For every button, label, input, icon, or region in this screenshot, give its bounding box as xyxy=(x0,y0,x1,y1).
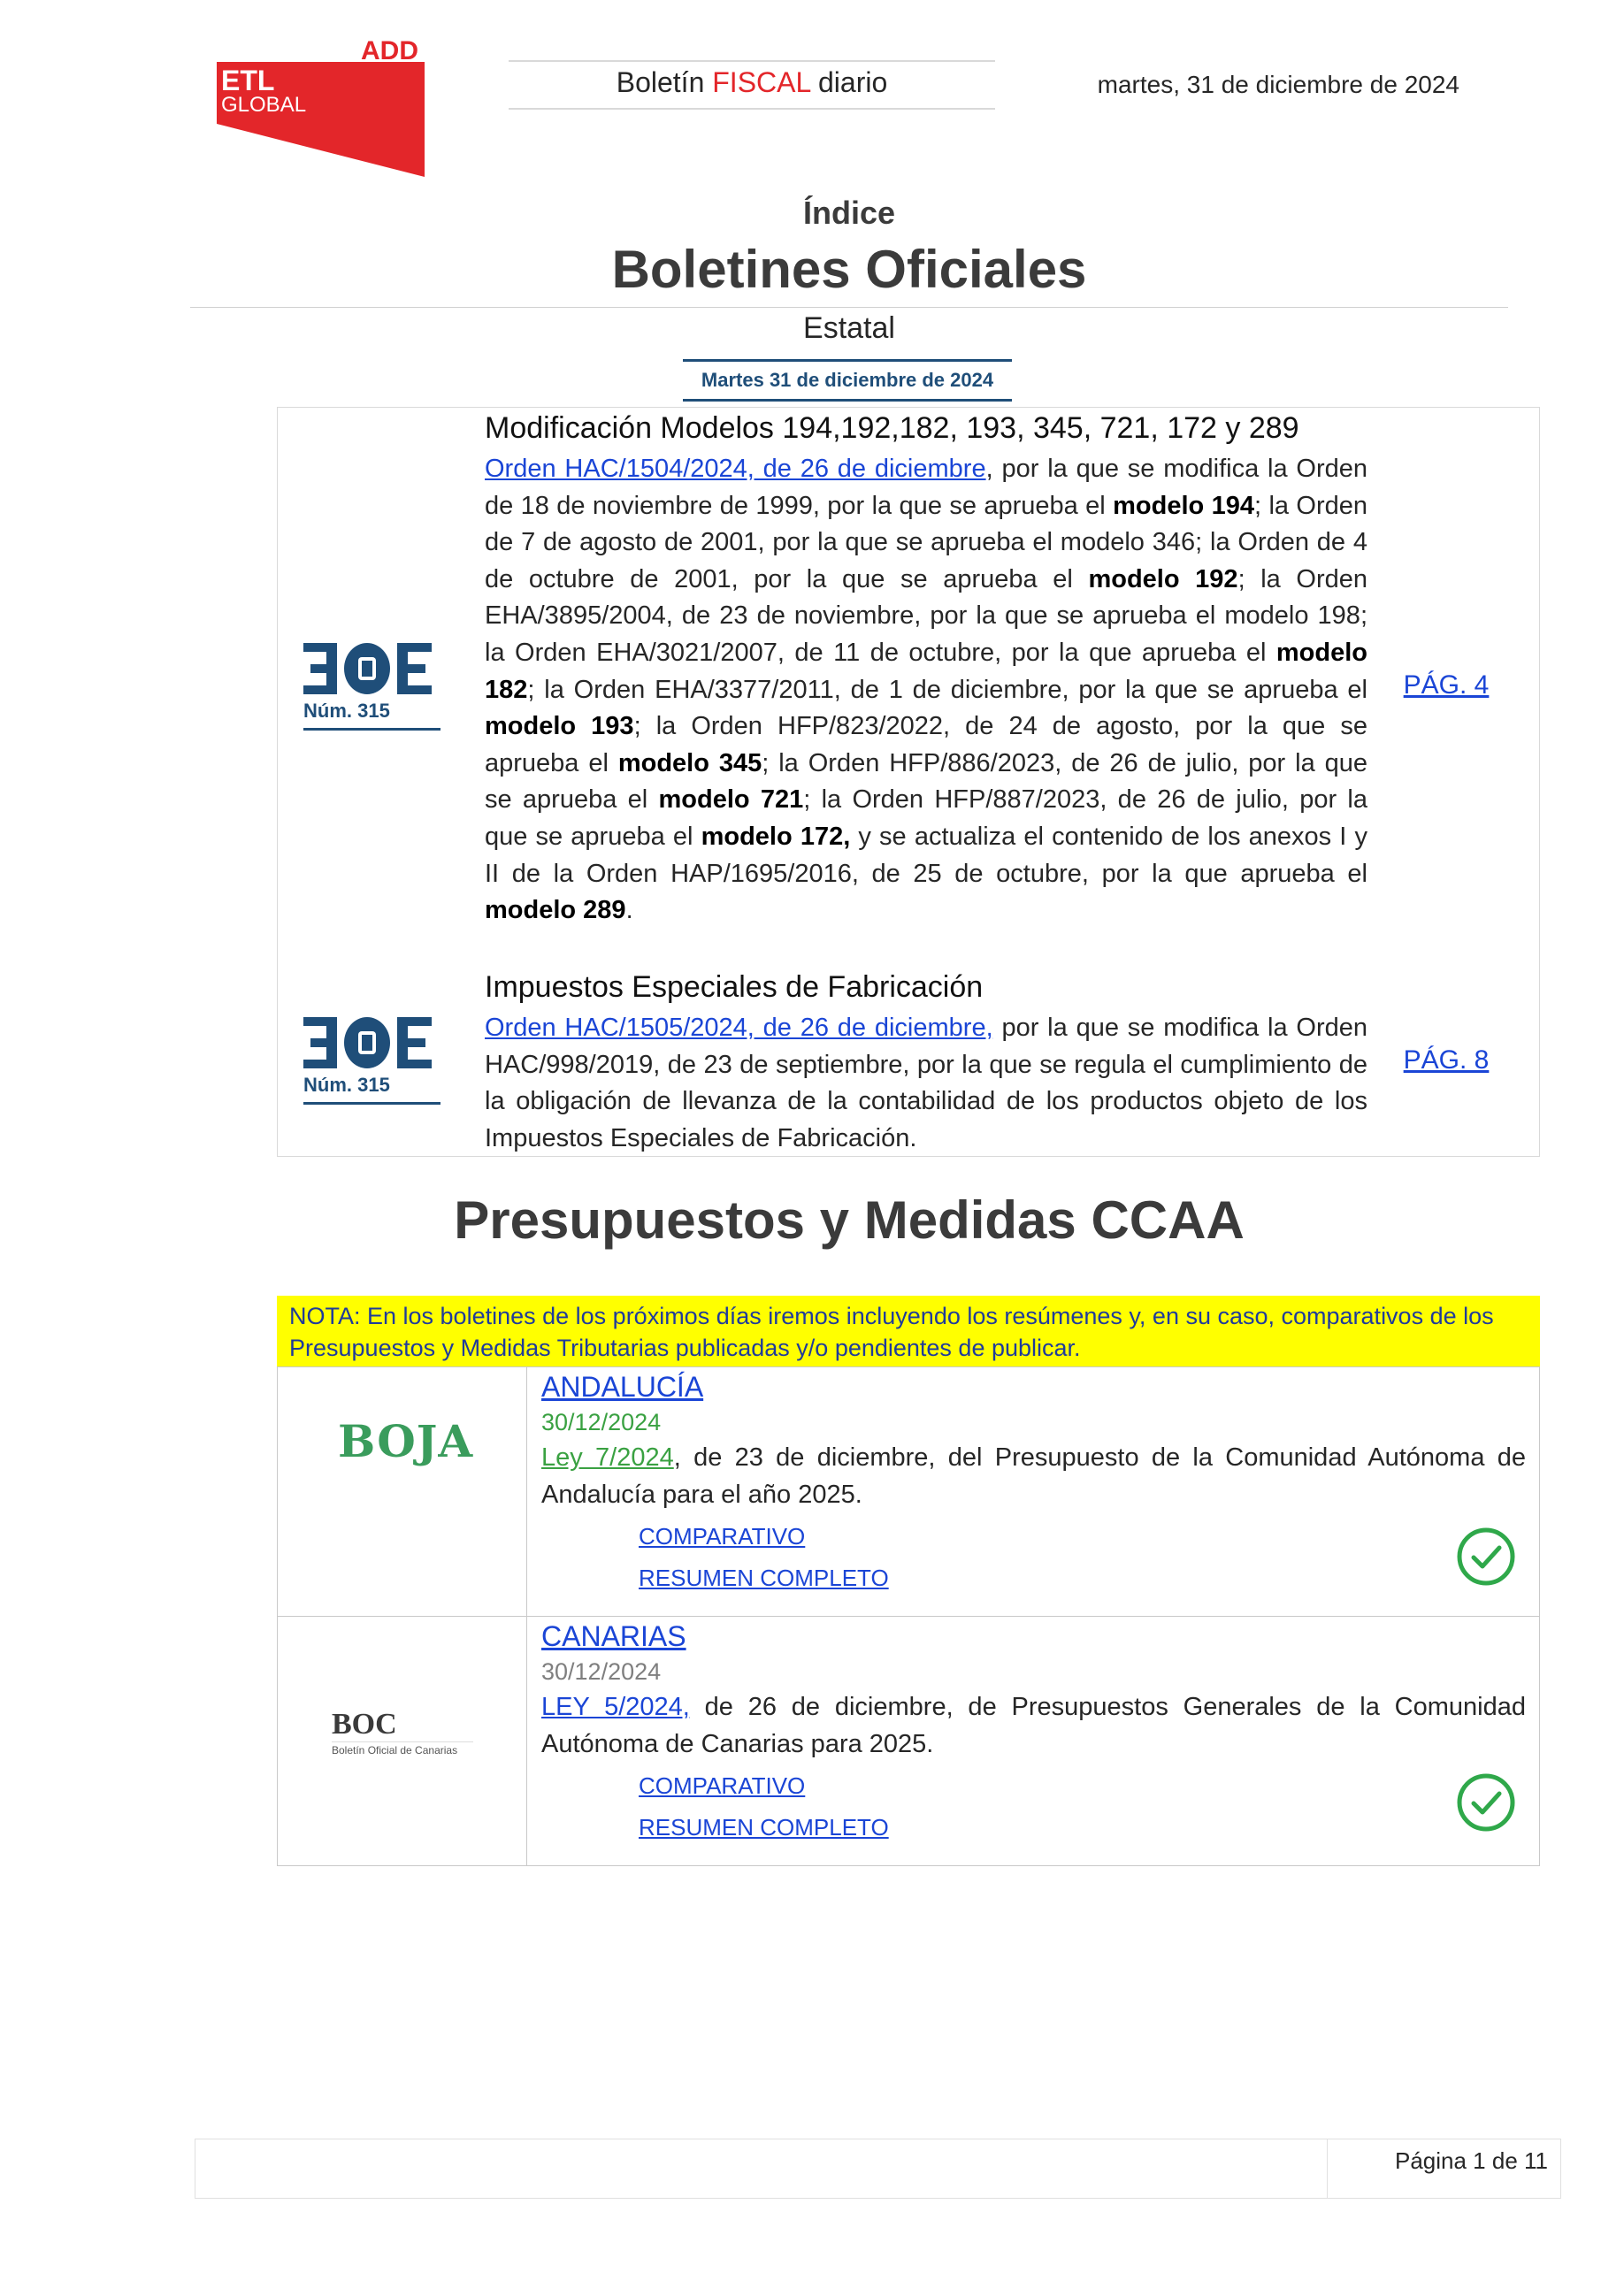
boc-logo-word: BOC xyxy=(332,1708,397,1741)
svg-text:ETL: ETL xyxy=(221,65,275,96)
resumen-link[interactable]: RESUMEN COMPLETO xyxy=(639,1814,889,1841)
entry-text: ; la Orden HFP/886/2023, de 26 de julio, por la que se aprueba el xyxy=(485,748,1368,815)
entry-title: Modificación Modelos 194,192,182, 193, 345, 721, 172 y 289 xyxy=(485,411,1299,445)
boc-logo xyxy=(332,1710,473,1756)
order-link[interactable]: Orden HAC/1504/2024, de 26 de diciembre xyxy=(485,455,986,483)
law-link[interactable]: Ley 7/2024 xyxy=(541,1443,674,1472)
header-rule-bottom xyxy=(509,108,995,110)
header-rule-top xyxy=(509,60,995,62)
model-ref: modelo 192 xyxy=(1088,564,1238,593)
bulletin-prefix: Boletín xyxy=(616,66,705,98)
law-description xyxy=(541,1440,1526,1513)
page-number: Página 1 de 11 xyxy=(1395,2147,1548,2174)
entry-body xyxy=(485,451,1367,930)
model-ref: modelo 193 xyxy=(485,712,634,741)
boe-mark-icon xyxy=(303,641,432,696)
law-link[interactable]: LEY 5/2024, xyxy=(541,1693,690,1721)
note-banner: NOTA: En los boletines de los próximos días iremos incluyendo los resúmenes y, en su caso, comparativos de los Presupuestos y Medidas Tributarias publicadas y/o pendientes de publicar. xyxy=(277,1296,1540,1366)
ccaa-title: Presupuestos y Medidas CCAA xyxy=(454,1190,1245,1250)
section-label: Estatal xyxy=(803,311,895,345)
resumen-link[interactable]: RESUMEN COMPLETO xyxy=(639,1565,889,1591)
order-link[interactable]: Orden HAC/1505/2024, de 26 de diciembre, xyxy=(485,1014,993,1042)
entry-title: Impuestos Especiales de Fabricación xyxy=(485,970,984,1004)
entry-text: ; la Orden HFP/887/2023, de 26 de julio, por la que se aprueba el xyxy=(485,785,1367,851)
region-link-andalucia[interactable]: ANDALUCÍA xyxy=(541,1371,704,1403)
page-link[interactable]: PÁG. 4 xyxy=(1403,670,1490,700)
entry-text: ; la Orden de 7 de agosto de 2001, por la que se aprueba el modelo 346; la Orden de 4 de octubre de 2001, por la que se aprueba el xyxy=(485,491,1367,593)
publication-date: 30/12/2024 xyxy=(541,1658,662,1685)
entry-text: ; la Orden EHA/3377/2011, de 1 de diciembre, por la que se aprueba el xyxy=(527,675,1367,704)
boe-logo xyxy=(303,641,440,731)
svg-text:ADD: ADD xyxy=(361,36,418,65)
comparativo-link[interactable]: COMPARATIVO xyxy=(639,1772,806,1799)
entry-text: por la que se modifica la Orden HAC/998/2019, de 23 de septiembre, por la que se regula el cumplimiento de la obligación de llevanza de la contabilidad de los productos objeto de los Impuestos Especiales de Fabricación. xyxy=(485,1014,1367,1152)
model-ref: modelo 172, xyxy=(701,822,851,851)
entry-text: ; la Orden EHA/3895/2004, de 23 de noviembre, por la que se aprueba el modelo 198; la Orden EHA/3021/2007, de 11 de octubre, por la que aprueba el xyxy=(485,564,1368,667)
row-divider xyxy=(277,1616,1540,1617)
model-ref: modelo 289 xyxy=(485,896,626,925)
bulletin-suffix: diario xyxy=(817,66,888,98)
publication-date: 30/12/2024 xyxy=(541,1409,662,1435)
law-text: de 26 de diciembre, de Presupuestos Generales de la Comunidad Autónoma de Canarias para 2025. xyxy=(541,1693,1526,1758)
check-circle-icon xyxy=(1456,1772,1516,1833)
entry-text: , por la que se modifica la Orden de 18 de noviembre de 1999, por la que se aprueba el xyxy=(485,455,1368,520)
model-ref: modelo 182 xyxy=(485,638,1367,704)
date-banner: Martes 31 de diciembre de 2024 xyxy=(683,359,1012,402)
page-title: Boletines Oficiales xyxy=(611,240,1087,299)
entry-text: ; la Orden HFP/823/2022, de 24 de agosto, por la que se aprueba el xyxy=(485,712,1368,777)
check-circle-icon xyxy=(1456,1527,1516,1587)
index-label: Índice xyxy=(802,195,896,231)
entry-text: y se actualiza el contenido de los anexos I y II de la Orden HAP/1695/2016, de 25 de octubre, por la que aprueba el xyxy=(485,822,1367,888)
entry-body xyxy=(485,1010,1367,1157)
ccaa-table xyxy=(277,1296,1540,1866)
title-divider xyxy=(190,307,1508,308)
boe-number-badge: Núm. 315 xyxy=(303,700,440,731)
bulletin-title xyxy=(509,66,995,99)
law-description xyxy=(541,1689,1526,1763)
comparativo-link[interactable]: COMPARATIVO xyxy=(639,1523,806,1550)
row-divider xyxy=(277,1366,1540,1367)
etl-global-logo xyxy=(217,35,425,177)
model-ref: modelo 345 xyxy=(617,748,762,777)
header-date: martes, 31 de diciembre de 2024 xyxy=(1097,71,1459,98)
law-text: , de 23 de diciembre, del Presupuesto de la Comunidad Autónoma de Andalucía para el año 2025. xyxy=(541,1443,1526,1509)
boe-number-badge: Núm. 315 xyxy=(303,1074,440,1105)
page-link[interactable]: PÁG. 8 xyxy=(1403,1045,1490,1075)
svg-text:GLOBAL: GLOBAL xyxy=(221,93,307,117)
model-ref: modelo 194 xyxy=(1113,491,1254,520)
bulletin-highlight: FISCAL xyxy=(712,66,811,98)
boja-logo: BOJA xyxy=(338,1415,474,1467)
region-link-canarias[interactable]: CANARIAS xyxy=(541,1620,686,1652)
boe-logo xyxy=(303,1015,440,1105)
boe-mark-icon xyxy=(303,1015,432,1070)
boc-logo-subtitle: Boletín Oficial de Canarias xyxy=(332,1741,473,1756)
model-ref: modelo 721 xyxy=(658,785,804,815)
entry-text: . xyxy=(625,896,633,925)
